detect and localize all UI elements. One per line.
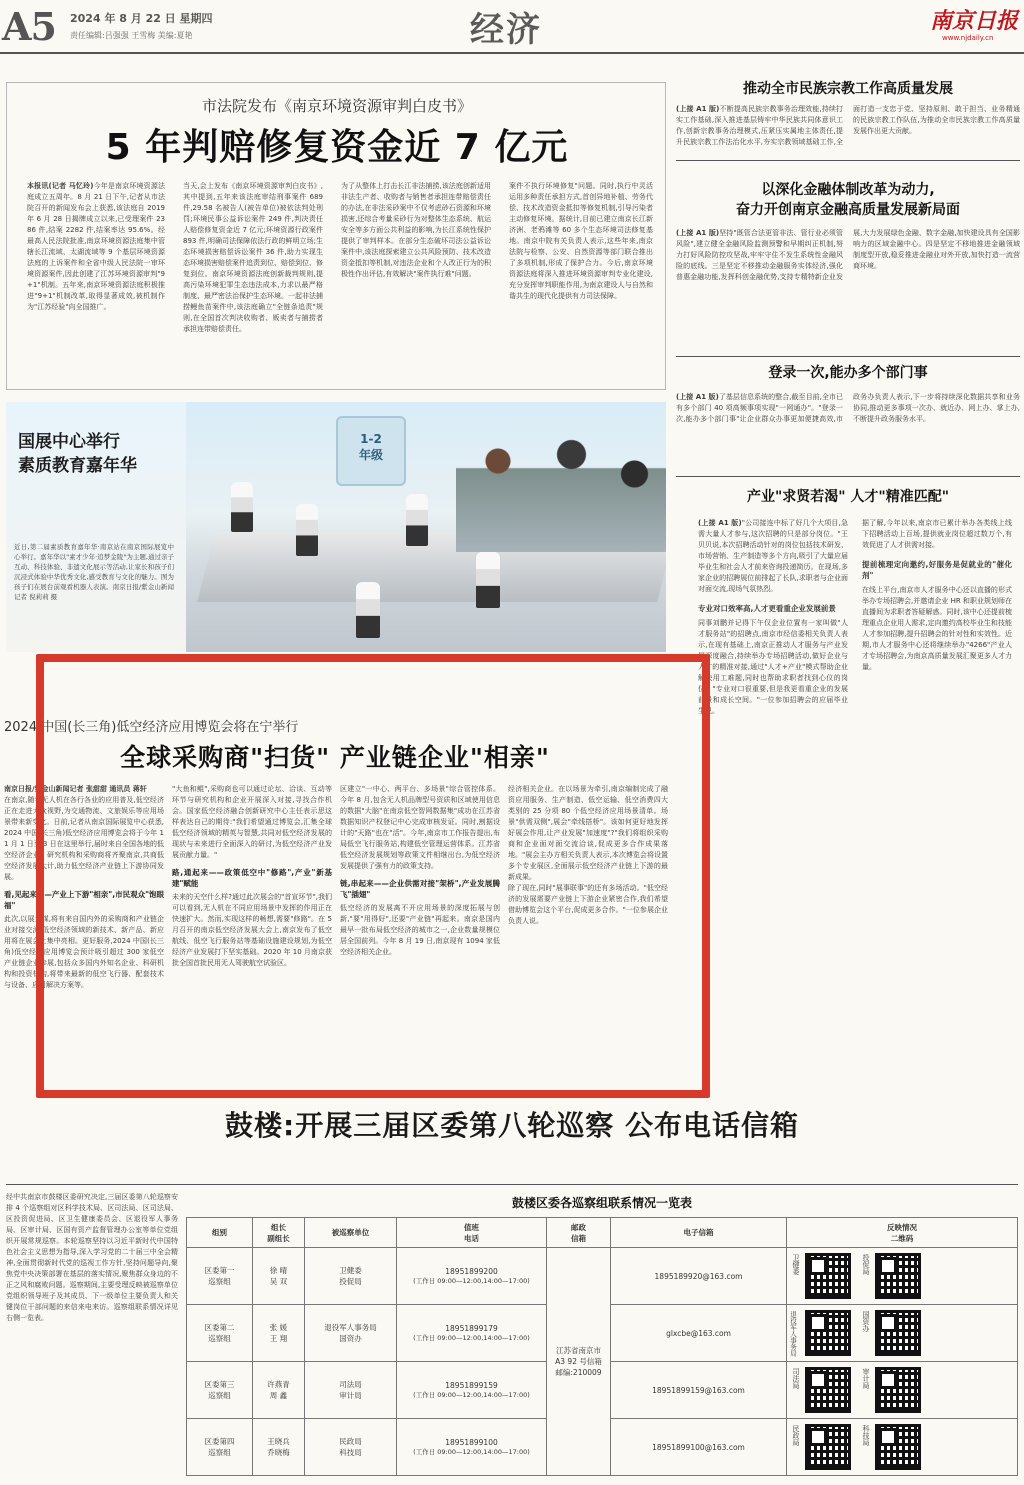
editor-credits: 责任编辑:吕强强 王雪梅 美编:夏艳 [70,31,193,40]
cell-phone: 18951899159 (工作日 09:00—12:00,14:00—17:00) [397,1362,547,1419]
qr-label: 国资办 [862,1311,870,1332]
qr-label: 审计局 [862,1368,870,1389]
th-email: 电子信箱 [611,1218,787,1248]
court-article [6,82,666,390]
gulou-headline: 鼓楼:开展三届区委第八轮巡察 公布电话信箱 [225,1109,799,1142]
photo-robot-3 [406,494,428,546]
highlight-frame [36,654,710,1098]
qr-label: 科技局 [862,1425,870,1446]
cell-phone: 18951899179 (工作日 09:00—12:00,14:00—17:00) [397,1305,547,1362]
expo-subhead-1: 看,见起来——产业上下游"相亲",市民观众"饱眼福" [4,890,164,910]
cell-group: 区委第四 巡察组 [187,1419,253,1476]
site-url: www.njdaily.cn [942,34,994,42]
table-row [187,1248,1018,1305]
expo-kicker: 2024 中国(长三角)低空经济应用博览会将在宁举行 [4,720,299,735]
court-column-3: 为了从整体上打击长江非法捕捞,该法庭创新适用非法生产者、收购者与销售者承担连带赔偿责任的办法,在非法采砂案中不仅考虑砂石资源和环境损害,还综合考量采砂行为对整体生态系统、航运安全等多方面公共利益的影响,为长江系统性保护提供了审判样本。在部分生态破坏司法公益诉讼案件中,该法庭探索建立公共风险预防、技术改造资金抵扣等机制,对违法企业和个人改正行为的积极性作出评估,有效解决"案件执行难"问题。 [341,182,491,278]
qr-code-icon[interactable] [875,1367,921,1413]
photo-title: 国展中心举行 素质教育嘉年华 [18,432,137,476]
cell-qr [787,1362,1018,1419]
court-column-4: 案件不执行环境修复"问题。同时,执行中灵活运用多种责任承担方式,首创异地补植、劳务代偿、技术改造资金抵扣等修复机制,引导污染者主动修复环境。据统计,目前已建立南京长江新济洲、老鸦滩等 60 多个生态环境司法修复基地。南京中院有关负责人表示,这些年来,南京法院与检察、公安、自然资源等部门联合推出了多项机制,形成了保护合力。今后,南京环境资源法庭将深入推进环境资源审判专业化建设,充分发挥审判职能作用,为南京建设人与自然和谐共生的现代化提供有力司法保障。 [509,182,653,300]
th-leaders: 组长 副组长 [253,1218,305,1248]
talent-column-2: 据了解,今年以来,南京市已累计举办各类线上线下招聘活动上百场,提供就业岗位超过数万个,有效促进了人才供需对接。 提前梳理定向邀约,好服务是促就业的"催化剂" 在线上平台,南京市人才服务中心还以直播的形式举办专场招聘会,并邀请企业 HR 和职业规划师在直播间为求职者答疑解惑。同时,该中心还提前梳理重点企业用人需求,定向邀约高校毕业生和技能人才参加招聘,提升招聘会的针对性和实效性。近期,市人才服务中心还将继续举办"4266"产业人才专场招聘会,为南京高质量发展汇聚更多人才力量。 [862,519,1012,671]
finance-title: 以深化金融体制改革为动力, 奋力开创南京金融高质量发展新局面 [736,182,960,218]
cell-units: 卫健委 投促局 [305,1248,397,1305]
qr-code-icon[interactable] [805,1253,851,1299]
court-kicker: 市法院发布《南京环境资源审判白皮书》 [201,97,472,115]
photo-robot-5 [476,552,500,608]
talent-subhead-1: 专业对口效率高,人才更看重企业发展前景 [698,604,836,613]
cell-email[interactable]: 1895189920@163.com [611,1248,787,1305]
cell-qr [787,1248,1018,1305]
qr-code-icon[interactable] [875,1310,921,1356]
cell-units: 退役军人事务局 国资办 [305,1305,397,1362]
photo-crowd [456,422,666,552]
sidebar-register-article [676,358,1020,472]
cell-email[interactable]: 18951899159@163.com [611,1362,787,1419]
cell-email[interactable]: 18951899100@163.com [611,1419,787,1476]
sidebar-rule-2 [676,356,1020,357]
cell-units: 民政局 科技局 [305,1419,397,1476]
cell-qr [787,1305,1018,1362]
expo-column-2: "大鱼和鲲",采购商也可以通过论坛、洽谈、互动等环节与研究机构和企业开展深入对接,寻找合作机会。国家低空经济融合创新研究中心主任表示思这样表达自己的期待:"我们希望通过博览会,汇集全球低空经济领域的精英与智慧,共同对低空经济发展的现状与未来进行全面深入的研讨,为低空经济产业发展贡献力量。" 路,通起来——政策低空中"修路",产业"新基建"赋能 未来的天空什么样?通过此次展会的"首宣环节",我们可以看到,无人机在不同应用场景中发挥的作用正在快速扩大。然而,实现这样的畅想,需要"修路"。在 5 月召开的南京低空经济发展大会上,南京发布了低空航线、低空飞行服务站等基础设施建设规划,为低空经济产业发展打下坚实基础。2020 年 10 月南京获批全国首批民用无人驾驶航空试验区。 [172,785,332,967]
talent-lead: (上接 A1 版) [698,519,742,527]
cell-leaders: 徐 晴 吴 双 [253,1248,305,1305]
qr-label: 卫健委 [792,1254,800,1275]
cell-phone: 18951899100 (工作日 09:00—12:00,14:00—17:00) [397,1419,547,1476]
a1-title: 推动全市民族宗教工作高质量发展 [743,81,953,97]
issue-date: 2024 年 8 月 22 日 星期四 [70,12,213,25]
photo-robot-1 [231,482,253,532]
finance-body: (上接 A1 版)坚持"既管合法更管非法、管行业必须管风险",建立健全金融风险监测预警和早期纠正机制,努力打好风险防控攻坚战,牢牢守住不发生系统性金融风险的底线。三是坚定不移推动金融服务实体经济,强化普惠金融功能,发挥科创金融优势,支持专精特新企业发展,大力发展绿色金融、数字金融,加快建设具有全国影响力的区域金融中心。四是坚定不移地推进金融领域制度型开放,稳妥推进金融业对外开放,加快打造一流营商环境。 [676,229,1020,281]
court-column-2: 当天,会上发布《南京环境资源审判白皮书》,其中提到,五年来该法庭审结刑事案件 689 件,29.58 名被告人(被告单位)被依法判处刑罚;环境民事公益诉讼案件 249 件,判决责任人赔偿修复资金近 7 亿元;环境资源行政案件 893 件,明确司法保障依法行政的鲜明立场;生态环境损害赔偿诉讼案件 36 件,助力实现生态环境损害赔偿案件追责到位、赔偿到位、修复到位。南京环境资源法庭创新裁判规则,提高污染环境犯罪生态违法成本,力求以最严格制度、最严密法治保护生态环境。一起非法捕捞鳗鱼苗案件中,该法庭确立"全链条追责"规则,在全国首次判决收购者、贩卖者与捕捞者承担连带赔偿责任。 [183,182,323,333]
photo-robot-4 [356,582,380,638]
masthead [0,0,1024,58]
sidebar-rule-3 [676,476,1020,477]
gulou-body: 经中共南京市鼓楼区委研究决定,三届区委第八轮巡察安排 4 个巡察组对区科学技术局、区司法局、区司法局、区投资促进局、区卫生健康委员会、区退役军人事务局、区审计局、区国有资产监督管理办公室等单位党组织开展常规巡察。本轮巡察坚持以习近平新时代中国特色社会主义思想为指导,深入学习党的二十届三中全会精神,全面贯彻新时代党的巡视工作方针,坚持问题导向,聚焦党中央决策部署在基层的落实情况,聚焦群众身边的不正之风和腐败问题。巡察期间,主要受理反映被巡察单位党组织领导班子及其成员、下一级单位主要负责人和关键岗位干部问题的来信来电来访。巡察组联系情况详见右侧一览表。 [6,1193,178,1322]
photo-display-sign [336,416,406,486]
talent-subhead-2: 提前梳理定向邀约,好服务是促就业的"催化剂" [862,560,1012,580]
sidebar-rule-1 [676,160,1020,161]
sidebar-a1-article [676,76,1020,154]
cell-group: 区委第一 巡察组 [187,1248,253,1305]
qr-label: 民政局 [792,1425,800,1446]
cell-units: 司法局 审计局 [305,1362,397,1419]
expo-byline: 南京日报/紫金山新闻记者 张甜甜 通讯员 蒋轩 [4,785,147,793]
newspaper-logo: 南京日报 [930,8,1019,34]
talent-title: 产业"求贤若渴" 人才"精准匹配" [746,489,950,505]
contact-table-block [186,1194,1018,1482]
expo-column-3: 区建立"一中心、两平台、多场景"综合管控体系。今年 8 月,包含无人机品牌型号资质和区域使用信息的数据"大脑"在南京低空智网数据集"成功在江苏省数据知识产权登记中心完成审核发证。同时,割据设计的"天路"也在"活"。今年,南京市工作报告提出,布局低空飞行服务站,构建低空管理运营体系。江苏省低空经济发展规划等政策文件相继出台,为低空经济发展提供了强有力的政策支持。 链,串起来——企业供需对接"架桥",产业发展腾飞"插翅" 低空经济的发展离不开应用场景的深度拓展与创新,"要"用得好",还要"产业链"再起来。南京是国内最早一批布局低空经济的城市之一,企业数量规模位居全国前列。今年 8 月 19 日,南京现有 1094 家低空经济相关企业。 [340,785,500,956]
cell-group: 区委第二 巡察组 [187,1305,253,1362]
th-group: 组别 [187,1218,253,1248]
qr-label: 投促局 [862,1254,870,1275]
register-title: 登录一次,能办多个部门事 [768,365,928,381]
photo-block [6,402,666,652]
cell-email[interactable]: glxcbe@163.com [611,1305,787,1362]
qr-label: 退役军人事务局 [789,1311,797,1357]
page-number: A5 [2,4,56,49]
expo-subhead-3: 链,串起来——企业供需对接"架桥",产业发展腾飞"插翅" [340,879,500,899]
finance-lead: (上接 A1 版) [676,229,720,237]
court-byline: 本报讯(记者 马忆玲) [27,182,94,190]
expo-column-4: 经济相关企业。在以场景为牵引,南京编制完成了融资应用服务、生产制造、低空运输、低空消费四大类别的 25 分项 80 个低空经济应用场景清单。场景"供需双侧",展会"牵线搭桥"。该如何更好地发挥好展会作用,让产业发展"加速度"?"我们将组织采购商和企业面对面交流洽谈,促成更多合作成果落地。"展会主办方相关负责人表示,本次博览会将设置多个专业展区,全面展示低空经济产业链上下游的最新成果。 除了现在,同时"展事联事"的还有多场活动。"低空经济的发展需要产业链上下游企业紧密合作,我们希望借助博览会这个平台,促成更多合作。"一位参展企业负责人说。 [508,785,668,925]
cell-group: 区委第三 巡察组 [187,1362,253,1419]
expo-headline: 全球采购商"扫货" 产业链企业"相亲" [120,743,550,772]
cell-qr [787,1419,1018,1476]
contact-table [186,1217,1018,1476]
qr-code-icon[interactable] [805,1424,851,1470]
qr-code-icon[interactable] [805,1367,851,1413]
qr-code-icon[interactable] [875,1424,921,1470]
th-qr: 反映情况 二维码 [787,1218,1018,1248]
expo-column-1: 南京日报/紫金山新闻记者 张甜甜 通讯员 蒋轩 在南京,随着无人机在各行各业的应用普及,低空经济正在走进大众视野,为交通物流、文旅娱乐等应用场景带来新变化。日前,记者从南京国际展览中心获悉,2024 中国(长三角)低空经济应用博览会将于今年 11 月 1 日至 3 日在这里举行,届时来自全国各地的低空经济企业、研究机构和采购商将齐聚南京,共商低空经济发展大计,助力低空经济产业链上下游协同发展。 看,见起来——产业上下游"相亲",市民观众"饱眼福" 此次,以展为媒,将有来自国内外的采购商和产业链企业对接交流,低空经济领域的新技术、新产品、新应用将在展会上集中亮相。更好服务,2024 中国(长三角)低空经济应用博览会预计吸引超过 300 家低空产业链企业参展,包括众多国内外知名企业、科研机构和投资机构,将带来最新的低空飞行器、配套技术与设备、应用解决方案等。 [4,785,164,989]
contact-table-header [187,1218,1018,1248]
qr-code-icon[interactable] [805,1310,851,1356]
cell-leaders: 许燕青 周 鑫 [253,1362,305,1419]
a1-body: (上接 A1 版)不断提高民族宗教事务治理效能,持续打实工作基础,深入推进基层铸牢中华民族共同体意识工作,创新宗教事务治理模式,压紧压实属地主体责任,提升民族宗教工作法治化水平,夯实宗教领域基础工作,全面打造一支忠于党、坚持原则、敢于担当、业务精通的民族宗教工作队伍,为推动全市民族宗教工作高质量发展作出更大贡献。 [676,105,1020,146]
a1-lead: (上接 A1 版) [676,105,720,113]
th-units: 被巡察单位 [305,1218,397,1248]
cell-leaders: 王晓兵 乔晓梅 [253,1419,305,1476]
court-headline: 5 年判赔修复资金近 7 亿元 [105,127,569,168]
register-lead: (上接 A1 版) [676,393,719,401]
sidebar-finance-article [676,166,1020,350]
photo-robot-2 [296,504,318,556]
masthead-rule [0,52,1024,54]
cell-phone: 18951899200 (工作日 09:00—12:00,14:00—17:00) [397,1248,547,1305]
th-postbox: 邮政 信箱 [547,1218,611,1248]
gulou-rule [6,1184,1018,1185]
photo-sign-text: 1-2 年级 [358,432,383,462]
cell-postbox: 江苏省南京市 A3 92 号信箱 邮编:210009 [547,1248,611,1476]
contact-table-title: 鼓楼区委各巡察组联系情况一览表 [511,1196,692,1210]
section-name: 经济 [470,10,542,50]
court-body-1: 今年是南京环境资源法庭成立五周年。8 月 21 日下午,记者从市法院召开的新闻发布会上获悉,该法庭自 2019 年 6 月 28 日揭牌成立以来,已受理案件 2386 件,结案 2282 件,结案率达 95.6%。经最高人民法院批准,南京环境资源法庭集中管辖长江流域、太湖流域等 9 个基层环境资源法庭的上诉案件和全省中级人民法院一审环境资源案件,因此创建了江苏环境资源审判"9+1"机制。五年来,南京环境资源法庭积极推进"9+1"机制改革,取得显著成效,被机制作为"江苏经验"向全国推广。 [27,182,165,311]
sidebar-talent-article [676,480,1020,1180]
cell-leaders: 张 媛 王 翔 [253,1305,305,1362]
register-body: (上接 A1 版)了基层信息系统的整合,截至目前,全市已有多个部门 40 项高频事项实现"一网通办"。"登录一次,能办多个部门事"让企业群众办事更加便捷高效,市政务办负责人表示,下一步将持续深化数据共享和业务协同,推动更多事项一次办、就近办、网上办、掌上办,不断提升政务服务水平。 [676,393,1020,423]
expo-subhead-2: 路,通起来——政策低空中"修路",产业"新基建"赋能 [172,868,332,888]
qr-label: 司法局 [792,1368,800,1389]
talent-column-1: (上接 A1 版)"公司接连中标了好几个大项目,急需大量人才参与,这次招聘的只是部分岗位。"王贝贝说,本次招聘活动针对的岗位包括技术研发、市场营销、生产制造等多个方向,吸引了大量应届毕业生和社会人才前来咨询投递简历。在现场,多家企业的招聘展位前排起了长队,求职者与企业面对面交流,现场气氛热烈。 专业对口效率高,人才更看重企业发展前景 同事刘鹏并记得下午仅企业位置有一家叫做"人才服务站"的招聘点,南京市经信委相关负责人表示,在现有基础上,南京正推动人才服务与产业发展深度融合,持续举办专场招聘活动,做好企业与人才的精准对接,通过"人才+产业"模式帮助企业解决用工难题,同时也帮助求职者找到心仪的岗位。"专业对口很重要,但是我更看重企业的发展前景和成长空间。"一位参加招聘会的应届毕业生说。 [698,519,848,715]
th-phone: 值班 电话 [397,1218,547,1248]
qr-code-icon[interactable] [875,1253,921,1299]
photo-caption: 近日,第二届素质教育嘉年华·南京站在南京国际展览中心举行。嘉年华以"素才少年·追梦金陵"为主题,通过亲子互动、科技体验、非遗文化展示等活动,让家长和孩子们沉浸式体验中华优秀文化,感受教育与文化的魅力。图为孩子们在展台前观看机器人表演。南京日报/紫金山新闻记者 倪莉莉 摄 [14,543,174,601]
court-column-1 [27,181,165,381]
